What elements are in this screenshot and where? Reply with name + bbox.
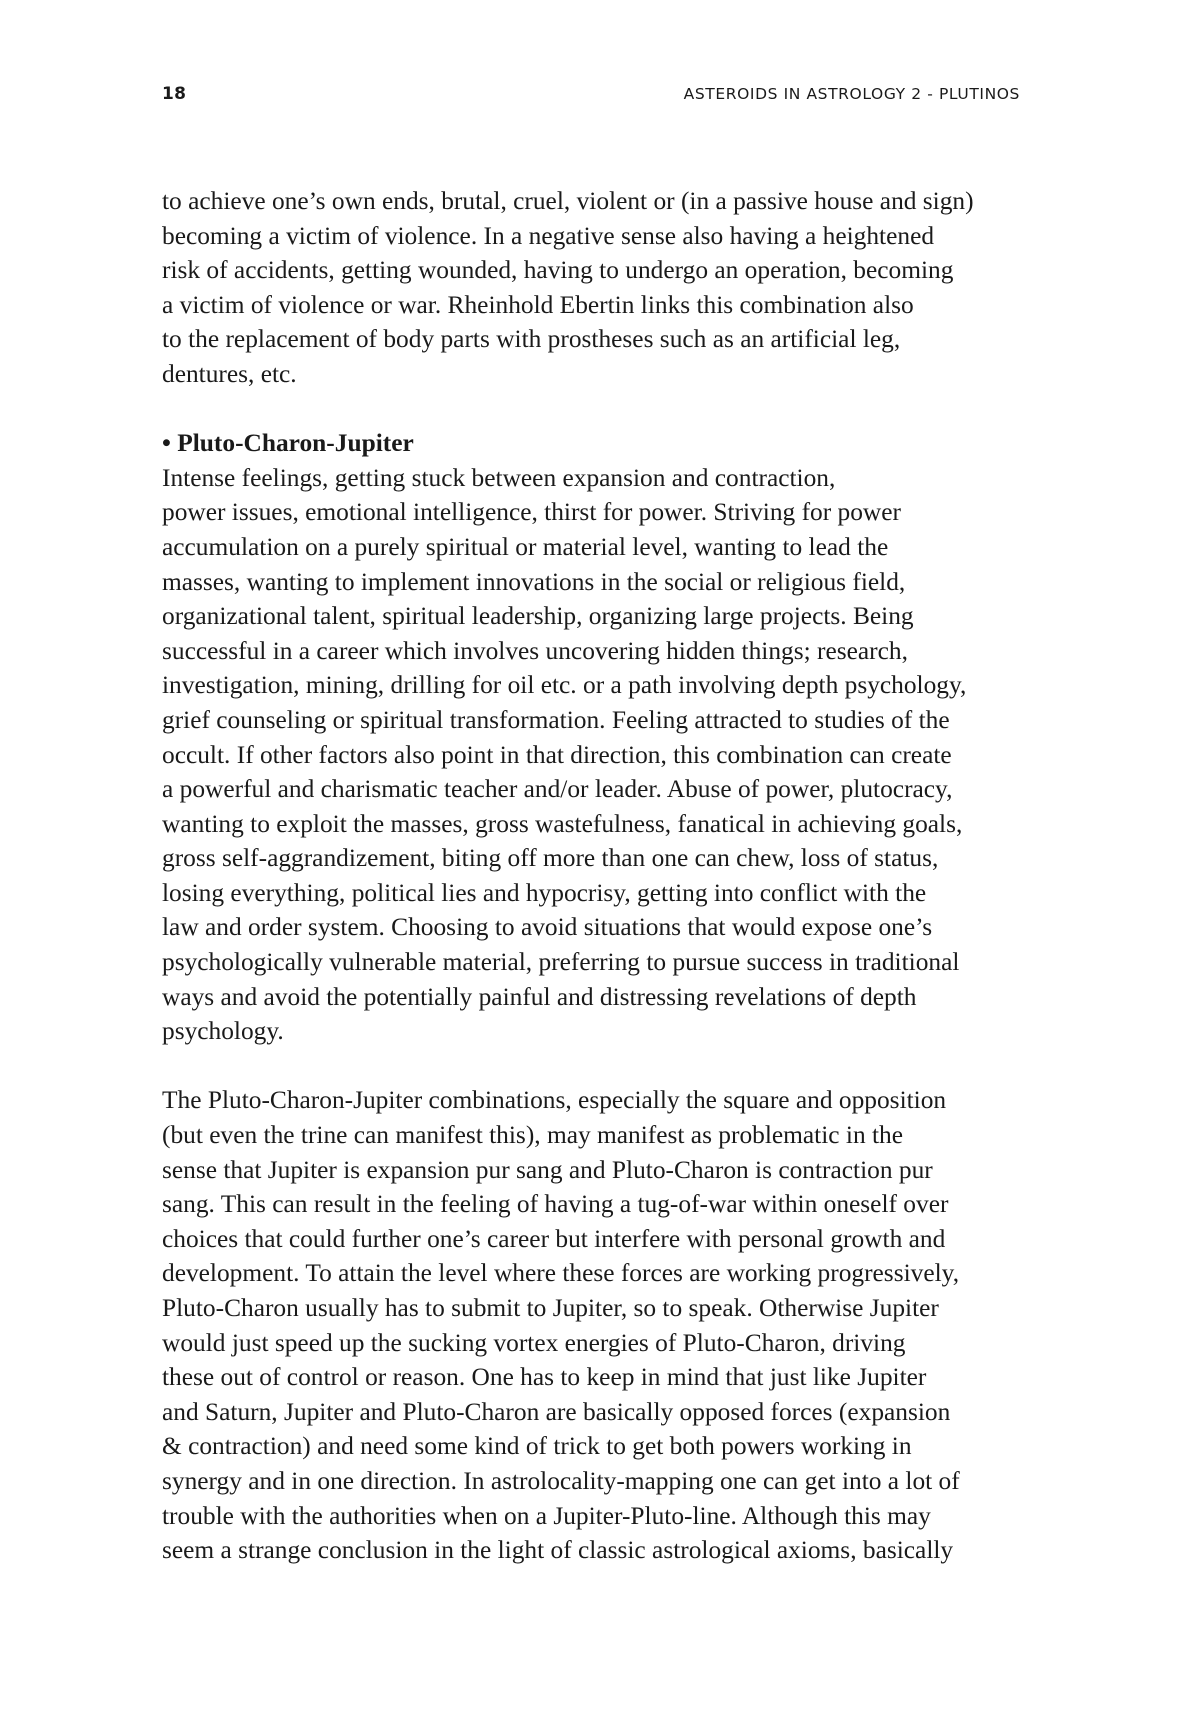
text-line: risk of accidents, getting wounded, having to undergo an operation, becoming [162,256,954,285]
text-line: becoming a victim of violence. In a negative sense also having a heightened [162,221,935,250]
page-number: 18 [162,84,187,104]
text-line: losing everything, political lies and hypocrisy, getting into conflict with the [162,878,927,907]
text-line: a victim of violence or war. Rheinhold Ebertin links this combination also [162,290,914,319]
text-line: accumulation on a purely spiritual or material level, wanting to lead the [162,532,889,561]
text-line: successful in a career which involves uncovering hidden things; research, [162,636,908,665]
text-line: Pluto-Charon usually has to submit to Jupiter, so to speak. Otherwise Jupiter [162,1294,939,1322]
text-line: power issues, emotional intelligence, thirst for power. Striving for power [162,498,901,527]
text-line: gross self-aggrandizement, biting off more than one can chew, loss of status, [162,844,939,873]
text-line: wanting to exploit the masses, gross wastefulness, fanatical in achieving goals, [162,809,963,838]
text-line: (but even the trine can manifest this), may manifest as problematic in the [162,1121,904,1150]
paragraph-3 [162,1083,1042,1567]
text-line: choices that could further one’s career but interfere with personal growth and [162,1224,946,1253]
running-header [162,84,1020,110]
text-line: development. To attain the level where these forces are working progressively, [162,1259,960,1288]
paragraph-gap [162,392,1042,427]
text-line: occult. If other factors also point in that direction, this combination can create [162,740,952,769]
text-line: investigation, mining, drilling for oil etc. or a path involving depth psychology, [162,671,967,700]
paragraph-gap [162,1049,1042,1084]
text-line: trouble with the authorities when on a Jupiter-Pluto-line. Although this may [162,1501,931,1530]
section-pluto-charon-jupiter [162,426,1042,1049]
text-line: seem a strange conclusion in the light of classic astrological axioms, basically [162,1536,954,1565]
text-line: & contraction) and need some kind of trick to get both powers working in [162,1432,912,1461]
text-line: to the replacement of body parts with prostheses such as an artificial leg, [162,325,901,354]
book-title: ASTEROIDS IN ASTROLOGY 2 - PLUTINOS [683,85,1020,103]
paragraph-1 [162,184,1042,392]
text-line: Intense feelings, getting stuck between expansion and contraction, [162,463,836,492]
text-line: organizational talent, spiritual leadership, organizing large projects. Being [162,602,914,631]
body-text [162,184,1042,1568]
text-line: psychologically vulnerable material, preferring to pursue success in traditional [162,948,960,977]
text-line: masses, wanting to implement innovations in the social or religious field, [162,567,906,596]
text-line: sense that Jupiter is expansion pur sang and Pluto-Charon is contraction pur [162,1155,933,1184]
text-line: grief counseling or spiritual transformation. Feeling attracted to studies of the [162,705,950,734]
text-line: synergy and in one direction. In astrolocality-mapping one can get into a lot of [162,1466,960,1495]
section-heading: • Pluto-Charon-Jupiter [162,429,414,458]
text-line: psychology. [162,1017,284,1046]
text-line: and Saturn, Jupiter and Pluto-Charon are basically opposed forces (expansion [162,1397,951,1426]
text-line: sang. This can result in the feeling of having a tug-of-war within oneself over [162,1190,949,1219]
text-line: law and order system. Choosing to avoid situations that would expose one’s [162,913,933,942]
text-line: to achieve one’s own ends, brutal, cruel, violent or (in a passive house and sign) [162,187,974,215]
text-line: dentures, etc. [162,359,297,388]
text-line: would just speed up the sucking vortex energies of Pluto-Charon, driving [162,1328,906,1357]
text-line: a powerful and charismatic teacher and/or leader. Abuse of power, plutocracy, [162,775,953,804]
text-line: these out of control or reason. One has to keep in mind that just like Jupiter [162,1363,927,1392]
text-line: ways and avoid the potentially painful and distressing revelations of depth [162,982,917,1011]
text-line: The Pluto-Charon-Jupiter combinations, especially the square and opposition [162,1086,947,1115]
